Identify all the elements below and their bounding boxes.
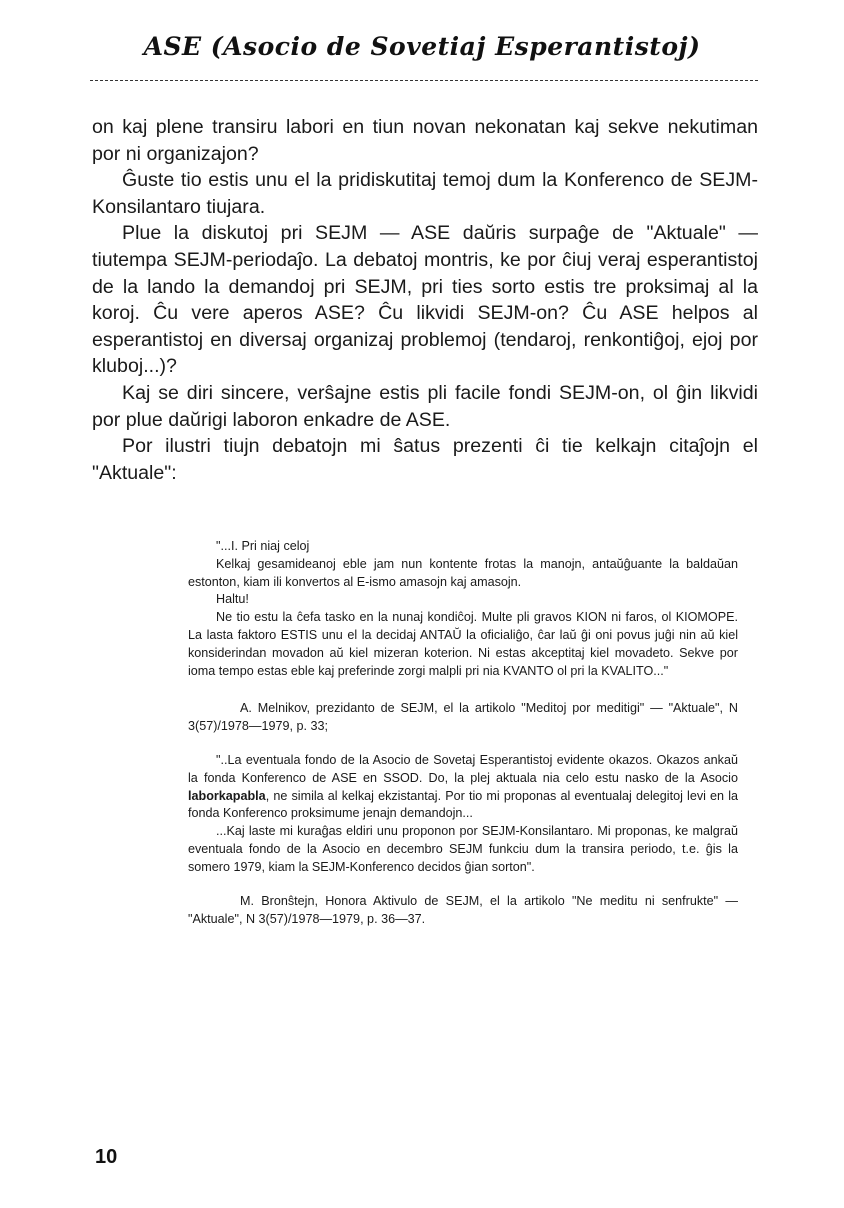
body-text xyxy=(92,114,758,486)
header-divider xyxy=(90,80,758,81)
quote-paragraph: ...Kaj laste mi kuraĝas eldiri unu proponon por SEJM-Konsilantaro. Mi proponas, ke malgraŭ eventuala fondo de la Asocio en decembro SEJM funkciu dum la transira periodo, t.e. ĝis la somero 1979, kiam la SEJM-Konferenco decidos ĝian sorton". xyxy=(188,824,738,874)
running-header: ASE (Asocio de Sovetiaj Esperantistoj) xyxy=(143,32,701,61)
quote-paragraph: Ne tio estu la ĉefa tasko en la nunaj kondiĉoj. Multe pli gravos KION ni faros, ol KIOMOPE. La lasta faktoro ESTIS unu el la decidaj ANTAŬ la oficialiĝo, ĉar laŭ ĝi oni povus juĝi nin aŭ kiel konsiderindan movadon aŭ kiel mizeran koterion. Ni estas akceptitaj kiel movadeto. Sekve por ioma tempo estas eble kaj preferinde zorgi malpli pri nia KVANTO ol pri la KVALITO..." xyxy=(188,610,738,678)
quote-attribution xyxy=(188,700,738,736)
paragraph: Por ilustri tiujn debatojn mi ŝatus prezenti ĉi tie kelkajn citaĵojn el "Aktuale": xyxy=(92,435,758,484)
block-quote-melnikov xyxy=(188,538,738,680)
paragraph: on kaj plene transiru labori en tiun novan nekonatan kaj sekve nekutiman por ni organizajon? xyxy=(92,116,758,165)
attribution-text: M. Bronŝtejn, Honora Aktivulo de SEJM, el la artikolo "Ne meditu ni senfrukte" — "Aktuale", N 3(57)/1978—1979, p. 36—37. xyxy=(188,894,738,926)
emphasized-word: laborkapabla xyxy=(188,788,266,803)
quote-attribution xyxy=(188,893,738,929)
page-number: 10 xyxy=(95,1146,118,1168)
paragraph: Kaj se diri sincere, verŝajne estis pli facile fondi SEJM-on, ol ĝin likvidi por plue daŭrigi laboron enkadre de ASE. xyxy=(92,381,758,431)
quote-paragraph: Haltu! xyxy=(216,592,249,607)
quote-paragraph: Kelkaj gesamideanoj eble jam nun kontente frotas la manojn, antaŭĝuante la baldaŭan estonton, kiam ili konvertos al E-ismo amasojn kaj amasojn. xyxy=(188,556,738,589)
paragraph: Plue la diskutoj pri SEJM — ASE daŭris surpaĝe de "Aktuale" — tiutempa SEJM-periodaĵo. La debatoj montris, ke por ĉiuj veraj esperantistoj de la lando la demandoj pri SEJM, pri ties sorto estis tre proksimaj al la koroj. Ĉu vere aperos ASE? Ĉu likvidi SEJM-on? Ĉu ASE helpos al esperantistoj en diversaj organizaj problemoj (tendaroj, renkontiĝoj, ejoj por kluboj...)? xyxy=(92,222,758,378)
quote-paragraph: "..La eventuala fondo de la Asocio de Sovetaj Esperantistoj evidente okazos. Okazos ankaŭ la fonda Konferenco de ASE en SSOD. Do, la plej aktuala nia celo estu nasko de la Asocio laborkapabla, ne simila al kelkaj ekzistantaj. Por tio mi proponas al eventualaj delegitoj levi en la fonda Konferenco proksimume jenajn demandojn... xyxy=(188,753,738,821)
quote-paragraph: "...I. Pri niaj celoj xyxy=(216,539,310,553)
block-quote-bronstejn xyxy=(188,752,738,877)
paragraph: Ĝuste tio estis unu el la pridiskutitaj temoj dum la Konferenco de SEJM-Konsilantaro tiujara. xyxy=(92,169,758,218)
attribution-text: A. Melnikov, prezidanto de SEJM, el la artikolo "Meditoj por meditigi" — "Aktuale", N 3(57)/1978—1979, p. 33; xyxy=(188,701,738,733)
